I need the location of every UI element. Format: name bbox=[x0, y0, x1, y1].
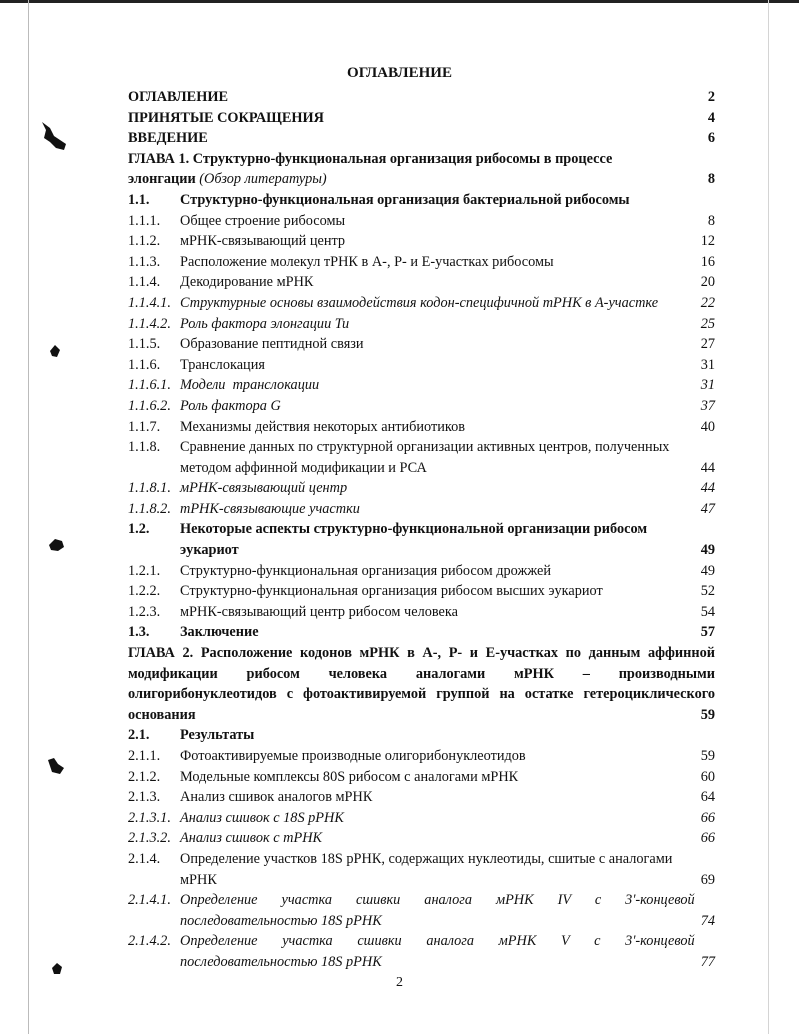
toc-entry-number: 1.1. bbox=[128, 191, 150, 208]
toc-entry-page: 8 bbox=[707, 171, 715, 188]
toc-entry-page: 40 bbox=[700, 418, 715, 435]
toc-entry-title: мРНК-связывающий центр bbox=[180, 233, 346, 250]
toc-entry-number: 2.1.4. bbox=[128, 850, 161, 867]
toc-entry-page: 47 bbox=[700, 500, 715, 517]
toc-chapter-2[interactable] bbox=[128, 643, 715, 725]
toc-chapter-title-cont: элонгации bbox=[128, 171, 196, 188]
toc-entry-page: 20 bbox=[700, 274, 715, 291]
toc-entry-title: Роль фактора G bbox=[180, 397, 281, 414]
scan-blot-1 bbox=[36, 118, 72, 154]
toc-entry-page: 44 bbox=[700, 459, 715, 476]
toc-entry-page: 49 bbox=[700, 562, 715, 579]
toc-entry-page: 37 bbox=[700, 397, 715, 414]
toc-entry-title: Определение участка сшивки аналога мРНК V с 3'-концевой bbox=[180, 933, 695, 950]
toc-entry-page: 27 bbox=[700, 336, 715, 353]
toc-entry[interactable] bbox=[128, 355, 715, 376]
toc-entry[interactable] bbox=[128, 231, 715, 252]
toc-entry-number: 2.1.2. bbox=[128, 768, 161, 785]
toc-entry-number: 1.1.7. bbox=[128, 418, 161, 435]
toc-entry-title: тРНК-связывающие участки bbox=[180, 500, 360, 517]
toc-entry-title: Результаты bbox=[180, 727, 255, 744]
toc-entry-number: 1.1.2. bbox=[128, 233, 161, 250]
toc-entry-page: 22 bbox=[700, 294, 715, 311]
toc-entry-title: Декодирование мРНК bbox=[180, 274, 314, 291]
toc-entry-page: 8 bbox=[707, 212, 715, 229]
toc-entry-page: 4 bbox=[707, 109, 715, 126]
toc-entry-title-cont: последовательностью 18S рРНК bbox=[180, 953, 382, 970]
toc-section[interactable] bbox=[128, 725, 715, 746]
toc-entry-page: 49 bbox=[700, 542, 715, 559]
toc-entry[interactable] bbox=[128, 334, 715, 355]
table-of-contents bbox=[128, 87, 715, 973]
toc-entry-title: Заключение bbox=[180, 624, 259, 641]
toc-entry-title: ВВЕДЕНИЕ bbox=[128, 130, 208, 147]
toc-entry[interactable] bbox=[128, 746, 715, 767]
toc-entry[interactable] bbox=[128, 437, 715, 478]
toc-entry-number: 1.1.4. bbox=[128, 274, 161, 291]
toc-entry-page: 66 bbox=[700, 830, 715, 847]
toc-entry-number: 2.1.3.2. bbox=[128, 830, 171, 847]
toc-section[interactable] bbox=[128, 190, 715, 211]
toc-entry-number: 1.3. bbox=[128, 624, 150, 641]
toc-entry-title-cont: методом аффинной модификации и РСА bbox=[180, 459, 427, 476]
toc-entry[interactable] bbox=[128, 808, 715, 829]
toc-entry-title: Транслокация bbox=[180, 356, 265, 373]
toc-entry-number: 2.1.1. bbox=[128, 748, 161, 764]
toc-entry-page: 6 bbox=[707, 130, 715, 147]
toc-entry-page: 16 bbox=[700, 253, 715, 270]
scan-blot-3 bbox=[46, 536, 68, 554]
toc-entry-number: 1.1.1. bbox=[128, 212, 161, 229]
toc-entry-number: 1.1.8.2. bbox=[128, 500, 171, 517]
toc-chapter-title-line: модификации рибосом человека аналогами мРНК – производными bbox=[128, 665, 715, 682]
toc-entry-title: Анализ сшивок аналогов мРНК bbox=[180, 789, 373, 806]
toc-entry-number: 1.1.8. bbox=[128, 439, 161, 456]
toc-entry[interactable] bbox=[128, 108, 715, 129]
toc-entry[interactable] bbox=[128, 931, 715, 972]
toc-entry[interactable] bbox=[128, 767, 715, 788]
toc-entry-title: Структурные основы взаимодействия кодон-специфичной тРНК в А-участке bbox=[180, 294, 659, 311]
toc-entry[interactable] bbox=[128, 828, 715, 849]
toc-entry-page: 31 bbox=[700, 377, 715, 394]
toc-entry-page: 64 bbox=[700, 789, 715, 806]
toc-entry-page: 69 bbox=[700, 871, 715, 888]
toc-entry-number: 2.1.4.2. bbox=[128, 933, 171, 950]
toc-entry[interactable] bbox=[128, 252, 715, 273]
scan-blot-2 bbox=[46, 342, 64, 360]
scan-right-edge bbox=[768, 0, 769, 1034]
toc-entry-title: Некоторые аспекты структурно-функциональной организации рибосом bbox=[180, 521, 648, 538]
toc-entry-page: 2 bbox=[707, 89, 715, 105]
toc-entry[interactable] bbox=[128, 890, 715, 931]
toc-entry-title: Сравнение данных по структурной организации активных центров, полученных bbox=[180, 439, 670, 456]
toc-entry-title: Структурно-функциональная организация рибосом высших эукариот bbox=[180, 583, 603, 600]
toc-entry-page: 54 bbox=[700, 603, 715, 620]
toc-entry-title: Общее строение рибосомы bbox=[180, 212, 346, 229]
toc-entry[interactable] bbox=[128, 417, 715, 438]
toc-entry-title: Фотоактивируемые производные олигорибонуклеотидов bbox=[180, 748, 526, 764]
toc-entry-number: 2.1. bbox=[128, 727, 150, 744]
toc-chapter-title-line: олигорибонуклеотидов с фотоактивируемой группой на остатке гетероциклического bbox=[128, 686, 715, 703]
toc-entry[interactable] bbox=[128, 787, 715, 808]
toc-entry-number: 1.2.1. bbox=[128, 562, 161, 579]
toc-chapter-title-cont: основания bbox=[128, 706, 196, 723]
toc-entry-title: мРНК-связывающий центр bbox=[180, 480, 348, 497]
toc-entry-title: Анализ сшивок с тРНК bbox=[180, 830, 323, 847]
toc-entry-page: 44 bbox=[700, 480, 715, 497]
toc-entry[interactable] bbox=[128, 211, 715, 232]
toc-entry-title: Структурно-функциональная организация бактериальной рибосомы bbox=[180, 191, 630, 208]
toc-entry[interactable] bbox=[128, 602, 715, 623]
page-title: ОГЛАВЛЕНИЕ bbox=[347, 65, 452, 81]
toc-entry[interactable] bbox=[128, 375, 715, 396]
toc-entry-title-cont: последовательностью 18S рРНК bbox=[180, 912, 382, 929]
toc-entry-title: Модельные комплексы 80S рибосом с аналогами мРНК bbox=[180, 768, 519, 785]
toc-entry-title: ОГЛАВЛЕНИЕ bbox=[128, 89, 228, 105]
toc-entry[interactable] bbox=[128, 272, 715, 293]
toc-entry-title: Механизмы действия некоторых антибиотиков bbox=[180, 418, 466, 435]
toc-entry-title: Анализ сшивок с 18S рРНК bbox=[180, 809, 344, 826]
toc-entry-page: 57 bbox=[700, 624, 715, 641]
toc-entry-number: 1.1.6.2. bbox=[128, 397, 171, 414]
scan-blot-4 bbox=[44, 754, 68, 778]
toc-entry[interactable] bbox=[128, 478, 715, 499]
toc-entry-page: 60 bbox=[700, 768, 715, 785]
toc-entry-number: 1.2. bbox=[128, 521, 150, 538]
toc-entry-page: 59 bbox=[700, 706, 715, 723]
toc-entry-number: 1.2.2. bbox=[128, 583, 161, 600]
toc-entry-page: 25 bbox=[700, 315, 715, 332]
toc-chapter-title: ГЛАВА 1. Структурно-функциональная организация рибосомы в процессе bbox=[128, 150, 613, 167]
page-number: 2 bbox=[396, 975, 403, 990]
toc-entry-title-cont: эукариот bbox=[180, 542, 239, 559]
toc-entry-number: 1.1.3. bbox=[128, 253, 161, 270]
toc-entry-number: 1.1.4.1. bbox=[128, 294, 171, 311]
toc-entry-page: 12 bbox=[700, 233, 715, 250]
toc-entry[interactable] bbox=[128, 293, 715, 314]
toc-entry-page: 66 bbox=[700, 809, 715, 826]
toc-entry-number: 1.1.6. bbox=[128, 356, 161, 373]
toc-entry-number: 2.1.4.1. bbox=[128, 892, 171, 909]
toc-entry-number: 1.1.6.1. bbox=[128, 377, 171, 394]
toc-entry-page: 31 bbox=[700, 356, 715, 373]
page-top-border bbox=[0, 0, 799, 3]
toc-entry-page: 77 bbox=[700, 953, 715, 970]
toc-entry[interactable] bbox=[128, 561, 715, 582]
toc-entry-number: 1.2.3. bbox=[128, 603, 161, 620]
toc-entry-number: 2.1.3. bbox=[128, 789, 161, 806]
toc-entry-title-cont: мРНК bbox=[180, 871, 217, 888]
toc-entry-title: ПРИНЯТЫЕ СОКРАЩЕНИЯ bbox=[128, 109, 324, 126]
toc-chapter-title: ГЛАВА 2. Расположение кодонов мРНК в А-, Р- и Е-участках по данным аффинной bbox=[128, 645, 715, 662]
toc-entry-number: 1.1.8.1. bbox=[128, 480, 171, 497]
toc-entry[interactable] bbox=[128, 396, 715, 417]
scan-left-edge bbox=[28, 0, 29, 1034]
toc-entry-title: Образование пептидной связи bbox=[180, 336, 364, 353]
toc-chapter-1[interactable] bbox=[128, 149, 715, 190]
toc-entry[interactable] bbox=[128, 87, 715, 108]
toc-entry-number: 2.1.3.1. bbox=[128, 809, 171, 826]
toc-entry-title: Расположение молекул тРНК в А-, Р- и Е-участках рибосомы bbox=[180, 253, 554, 270]
toc-entry-title: Модели транслокации bbox=[180, 377, 320, 394]
toc-chapter-note: (Обзор литературы) bbox=[199, 171, 327, 188]
toc-entry[interactable] bbox=[128, 581, 715, 602]
toc-entry[interactable] bbox=[128, 128, 715, 149]
toc-entry-number: 1.1.4.2. bbox=[128, 315, 171, 332]
toc-entry[interactable] bbox=[128, 849, 715, 890]
toc-entry-title: Структурно-функциональная организация рибосом дрожжей bbox=[180, 562, 552, 579]
toc-entry-title: мРНК-связывающий центр рибосом человека bbox=[180, 603, 458, 620]
toc-entry-title: Определение участка сшивки аналога мРНК IV с 3'-концевой bbox=[180, 892, 695, 909]
toc-entry-page: 74 bbox=[700, 912, 715, 929]
toc-entry-page: 52 bbox=[700, 583, 715, 600]
toc-entry[interactable] bbox=[128, 314, 715, 335]
toc-entry-page: 59 bbox=[700, 748, 715, 764]
toc-entry-title: Роль фактора элонгации Tu bbox=[180, 315, 350, 332]
toc-entry-number: 1.1.5. bbox=[128, 336, 161, 353]
toc-section[interactable] bbox=[128, 519, 715, 560]
toc-entry[interactable] bbox=[128, 499, 715, 520]
toc-entry-title: Определение участков 18S рРНК, содержащих нуклеотиды, сшитые с аналогами bbox=[180, 850, 673, 867]
toc-section[interactable] bbox=[128, 622, 715, 643]
